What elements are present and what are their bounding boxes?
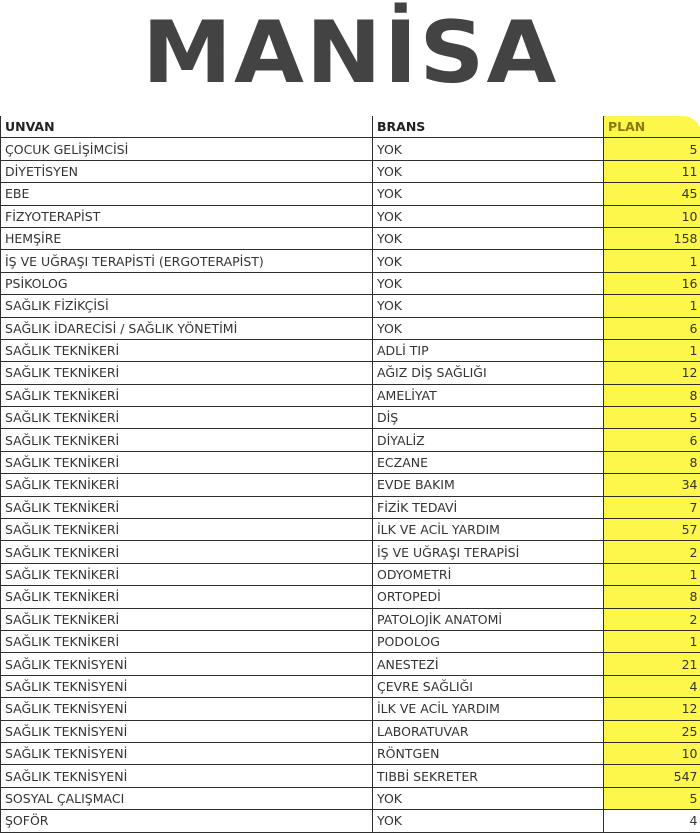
- cell-brans: TIBBİ SEKRETER: [373, 765, 604, 787]
- cell-brans: İLK VE ACİL YARDIM: [373, 519, 604, 541]
- cell-unvan: ÇOCUK GELİŞİMCİSİ: [1, 138, 373, 160]
- table-row: [1, 138, 700, 160]
- table-row: [1, 698, 700, 720]
- table-row: [1, 608, 700, 630]
- table-row: [1, 205, 700, 227]
- cell-plan: 12: [604, 698, 700, 720]
- cell-unvan: SAĞLIK TEKNİKERİ: [1, 407, 373, 429]
- table-row: [1, 429, 700, 451]
- cell-plan: 16: [604, 272, 700, 294]
- cell-plan: 1: [604, 339, 700, 361]
- cell-unvan: SAĞLIK TEKNİKERİ: [1, 451, 373, 473]
- cell-plan: 5: [604, 407, 700, 429]
- cell-plan: 8: [604, 451, 700, 473]
- cell-unvan: SAĞLIK TEKNİKERİ: [1, 630, 373, 652]
- cell-brans: İŞ VE UĞRAŞI TERAPİSİ: [373, 541, 604, 563]
- cell-unvan: SAĞLIK TEKNİKERİ: [1, 563, 373, 585]
- cell-brans: YOK: [373, 272, 604, 294]
- cell-plan: 547: [604, 765, 700, 787]
- table-row: [1, 563, 700, 585]
- header-brans: BRANS: [373, 116, 604, 138]
- staff-plan-table: [0, 116, 700, 833]
- table-row: [1, 810, 700, 832]
- cell-unvan: SAĞLIK TEKNİSYENİ: [1, 765, 373, 787]
- cell-unvan: SAĞLIK FİZİKÇİSİ: [1, 295, 373, 317]
- cell-unvan: ŞOFÖR: [1, 810, 373, 832]
- cell-unvan: SAĞLIK TEKNİKERİ: [1, 608, 373, 630]
- cell-plan: 34: [604, 474, 700, 496]
- cell-brans: ORTOPEDİ: [373, 586, 604, 608]
- cell-plan: 8: [604, 384, 700, 406]
- table-row: [1, 630, 700, 652]
- table-row: [1, 742, 700, 764]
- page-title-banner: [0, 0, 700, 112]
- table-row: [1, 496, 700, 518]
- cell-unvan: PSİKOLOG: [1, 272, 373, 294]
- cell-brans: İLK VE ACİL YARDIM: [373, 698, 604, 720]
- table-row: [1, 519, 700, 541]
- cell-plan: 10: [604, 205, 700, 227]
- cell-brans: YOK: [373, 205, 604, 227]
- cell-unvan: SAĞLIK TEKNİKERİ: [1, 339, 373, 361]
- table-body: [1, 138, 700, 832]
- cell-unvan: SAĞLIK İDARECİSİ / SAĞLIK YÖNETİMİ: [1, 317, 373, 339]
- cell-unvan: HEMŞİRE: [1, 227, 373, 249]
- cell-plan: 2: [604, 608, 700, 630]
- cell-brans: ANESTEZİ: [373, 653, 604, 675]
- cell-brans: DİŞ: [373, 407, 604, 429]
- cell-brans: YOK: [373, 787, 604, 809]
- table-row: [1, 362, 700, 384]
- spreadsheet: [0, 116, 700, 832]
- cell-brans: ÇEVRE SAĞLIĞI: [373, 675, 604, 697]
- cell-brans: YOK: [373, 810, 604, 832]
- cell-plan: 12: [604, 362, 700, 384]
- table-row: [1, 586, 700, 608]
- cell-plan: 25: [604, 720, 700, 742]
- cell-brans: ODYOMETRİ: [373, 563, 604, 585]
- cell-plan: 2: [604, 541, 700, 563]
- cell-unvan: SAĞLIK TEKNİKERİ: [1, 586, 373, 608]
- cell-unvan: SAĞLIK TEKNİKERİ: [1, 474, 373, 496]
- cell-unvan: SAĞLIK TEKNİKERİ: [1, 519, 373, 541]
- cell-plan: 6: [604, 429, 700, 451]
- table-row: [1, 451, 700, 473]
- header-unvan: UNVAN: [1, 116, 373, 138]
- cell-plan: 57: [604, 519, 700, 541]
- cell-plan: 8: [604, 586, 700, 608]
- cell-brans: EVDE BAKIM: [373, 474, 604, 496]
- cell-brans: RÖNTGEN: [373, 742, 604, 764]
- cell-brans: YOK: [373, 138, 604, 160]
- cell-unvan: SAĞLIK TEKNİSYENİ: [1, 653, 373, 675]
- cell-unvan: FİZYOTERAPİST: [1, 205, 373, 227]
- cell-plan: 11: [604, 160, 700, 182]
- cell-plan: 1: [604, 630, 700, 652]
- table-row: [1, 272, 700, 294]
- table-row: [1, 407, 700, 429]
- cell-brans: LABORATUVAR: [373, 720, 604, 742]
- page-title: MANİSA: [142, 10, 558, 96]
- cell-brans: AĞIZ DİŞ SAĞLIĞI: [373, 362, 604, 384]
- cell-plan: 6: [604, 317, 700, 339]
- table-row: [1, 541, 700, 563]
- cell-plan: 10: [604, 742, 700, 764]
- cell-brans: YOK: [373, 160, 604, 182]
- cell-brans: YOK: [373, 295, 604, 317]
- cell-brans: YOK: [373, 183, 604, 205]
- cell-plan: 5: [604, 138, 700, 160]
- cell-brans: YOK: [373, 227, 604, 249]
- cell-unvan: SOSYAL ÇALIŞMACI: [1, 787, 373, 809]
- table-row: [1, 227, 700, 249]
- cell-brans: YOK: [373, 250, 604, 272]
- cell-unvan: SAĞLIK TEKNİKERİ: [1, 384, 373, 406]
- table-row: [1, 675, 700, 697]
- cell-plan: 45: [604, 183, 700, 205]
- cell-plan: 1: [604, 563, 700, 585]
- table-row: [1, 720, 700, 742]
- table-row: [1, 653, 700, 675]
- table-row: [1, 765, 700, 787]
- cell-brans: YOK: [373, 317, 604, 339]
- table-header-row: [1, 116, 700, 138]
- table-row: [1, 384, 700, 406]
- cell-unvan: SAĞLIK TEKNİKERİ: [1, 429, 373, 451]
- cell-brans: ECZANE: [373, 451, 604, 473]
- cell-brans: AMELİYAT: [373, 384, 604, 406]
- table-row: [1, 787, 700, 809]
- cell-brans: FİZİK TEDAVİ: [373, 496, 604, 518]
- cell-unvan: SAĞLIK TEKNİSYENİ: [1, 675, 373, 697]
- table-row: [1, 474, 700, 496]
- cell-unvan: SAĞLIK TEKNİKERİ: [1, 496, 373, 518]
- cell-unvan: DİYETİSYEN: [1, 160, 373, 182]
- cell-plan: 4: [604, 810, 700, 832]
- cell-unvan: SAĞLIK TEKNİKERİ: [1, 362, 373, 384]
- cell-brans: PATOLOJİK ANATOMİ: [373, 608, 604, 630]
- cell-plan: 158: [604, 227, 700, 249]
- cell-unvan: SAĞLIK TEKNİSYENİ: [1, 720, 373, 742]
- table-row: [1, 183, 700, 205]
- cell-unvan: SAĞLIK TEKNİSYENİ: [1, 742, 373, 764]
- table-row: [1, 160, 700, 182]
- table-row: [1, 339, 700, 361]
- cell-plan: 5: [604, 787, 700, 809]
- cell-plan: 1: [604, 250, 700, 272]
- cell-plan: 1: [604, 295, 700, 317]
- cell-unvan: EBE: [1, 183, 373, 205]
- cell-unvan: SAĞLIK TEKNİKERİ: [1, 541, 373, 563]
- cell-plan: 4: [604, 675, 700, 697]
- table-row: [1, 250, 700, 272]
- table-row: [1, 295, 700, 317]
- cell-brans: PODOLOG: [373, 630, 604, 652]
- cell-plan: 21: [604, 653, 700, 675]
- cell-unvan: İŞ VE UĞRAŞI TERAPİSTİ (ERGOTERAPİST): [1, 250, 373, 272]
- cell-plan: 7: [604, 496, 700, 518]
- table-row: [1, 317, 700, 339]
- cell-brans: DİYALİZ: [373, 429, 604, 451]
- cell-brans: ADLİ TIP: [373, 339, 604, 361]
- header-plan: PLAN: [604, 116, 700, 138]
- cell-unvan: SAĞLIK TEKNİSYENİ: [1, 698, 373, 720]
